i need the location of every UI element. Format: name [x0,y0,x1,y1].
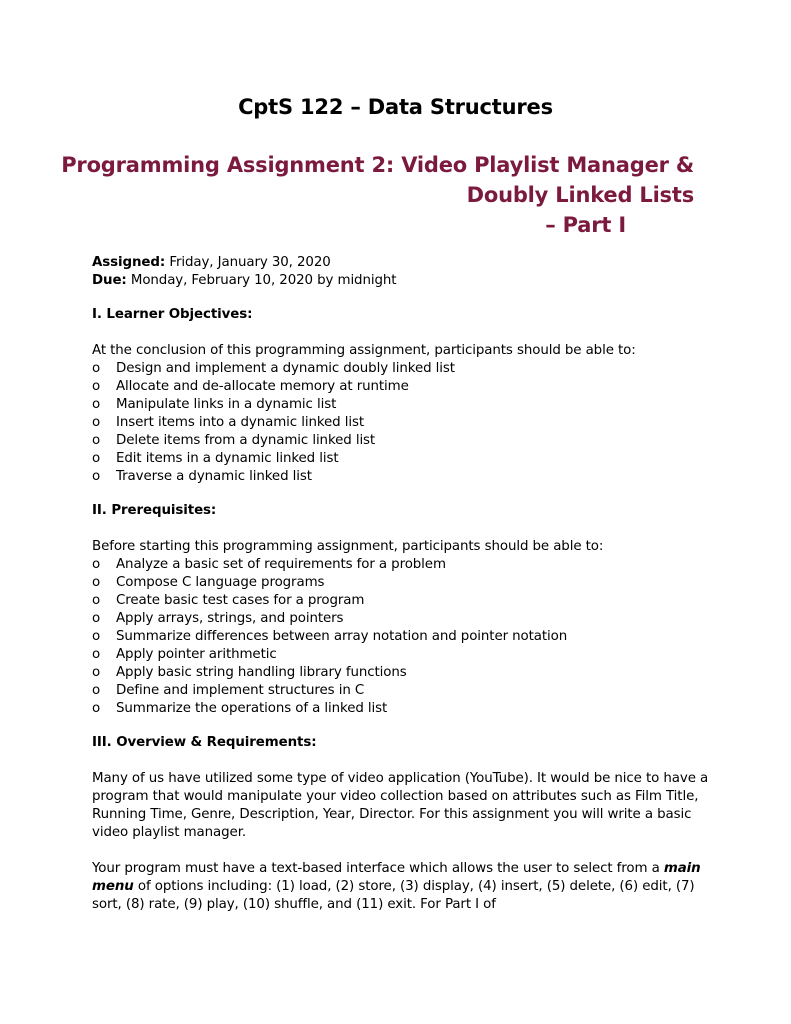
bullet-icon: o [92,433,101,448]
title-line-3: – Part I [545,213,626,237]
list-item [92,646,712,664]
section-heading-overview: III. Overview & Requirements: [92,735,317,750]
bullet-icon: o [92,469,101,484]
list-item [92,610,712,628]
list-item [92,682,712,700]
bullet-icon: o [92,629,101,644]
list-item-text: Apply pointer arithmetic [116,647,277,662]
assigned-label: Assigned: [92,255,166,270]
list-item-text: Design and implement a dynamic doubly linked list [116,361,455,376]
list-item [92,664,712,682]
bullet-icon: o [92,701,101,716]
list-item [92,700,712,718]
list-item [92,556,712,574]
list-item [92,396,712,414]
menu-paragraph-start: Your program must have a text-based interface which allows the user to select from a [92,861,664,876]
list-item [92,432,712,450]
list-item [92,378,712,396]
list-item [92,628,712,646]
list-item [92,592,712,610]
prerequisites-list [92,556,712,718]
list-item-text: Allocate and de-allocate memory at runtime [116,379,409,394]
bullet-icon: o [92,647,101,662]
section-heading-prerequisites: II. Prerequisites: [92,503,217,518]
due-date: Monday, February 10, 2020 by midnight [130,273,397,288]
bullet-icon: o [92,451,101,466]
list-item [92,414,712,432]
list-item-text: Delete items from a dynamic linked list [116,433,376,448]
due-line [92,272,712,290]
main-menu-emphasis: main menu [92,861,701,894]
list-item-text: Create basic test cases for a program [116,593,365,608]
bullet-icon: o [92,557,101,572]
assignment-title [54,150,694,240]
list-item-text: Summarize differences between array notation and pointer notation [116,629,568,644]
menu-paragraph-end: of options including: (1) load, (2) store, (3) display, (4) insert, (5) delete, (6) edit, (7) sort, (8) rate, (9) play, (10) shuffle, and (11) exit. For Part I of [92,879,695,912]
assigned-line [92,254,712,272]
bullet-icon: o [92,611,101,626]
list-item [92,468,712,486]
document-body [92,254,712,914]
section-heading-objectives: I. Learner Objectives: [92,307,253,322]
bullet-icon: o [92,415,101,430]
assigned-date: Friday, January 30, 2020 [169,255,331,270]
objectives-intro: At the conclusion of this programming assignment, participants should be able to: [92,343,636,358]
title-line-2: Doubly Linked Lists [466,183,694,207]
bullet-icon: o [92,397,101,412]
bullet-icon: o [92,379,101,394]
list-item-text: Apply basic string handling library functions [116,665,407,680]
list-item-text: Insert items into a dynamic linked list [116,415,364,430]
list-item [92,450,712,468]
bullet-icon: o [92,593,101,608]
objectives-list [92,360,712,486]
course-title: CptS 122 – Data Structures [238,95,553,119]
list-item-text: Compose C language programs [116,575,325,590]
bullet-icon: o [92,665,101,680]
prerequisites-intro: Before starting this programming assignment, participants should be able to: [92,539,604,554]
due-label: Due: [92,273,127,288]
bullet-icon: o [92,361,101,376]
list-item-text: Summarize the operations of a linked list [116,701,388,716]
bullet-icon: o [92,575,101,590]
overview-paragraph: Many of us have utilized some type of video application (YouTube). It would be nice to have a program that would manipulate your video collection based on attributes such as Film Title, Running Time, Genre, Description, Year, Director. For this assignment you will write a basic video playlist manager. [92,771,709,840]
list-item-text: Edit items in a dynamic linked list [116,451,339,466]
bullet-icon: o [92,683,101,698]
list-item [92,574,712,592]
list-item-text: Analyze a basic set of requirements for a problem [116,557,446,572]
list-item-text: Manipulate links in a dynamic list [116,397,337,412]
menu-paragraph [92,860,712,914]
list-item-text: Traverse a dynamic linked list [116,469,312,484]
title-line-1: Programming Assignment 2: Video Playlist Manager & [61,153,694,177]
list-item-text: Define and implement structures in C [116,683,365,698]
list-item-text: Apply arrays, strings, and pointers [116,611,344,626]
list-item [92,360,712,378]
